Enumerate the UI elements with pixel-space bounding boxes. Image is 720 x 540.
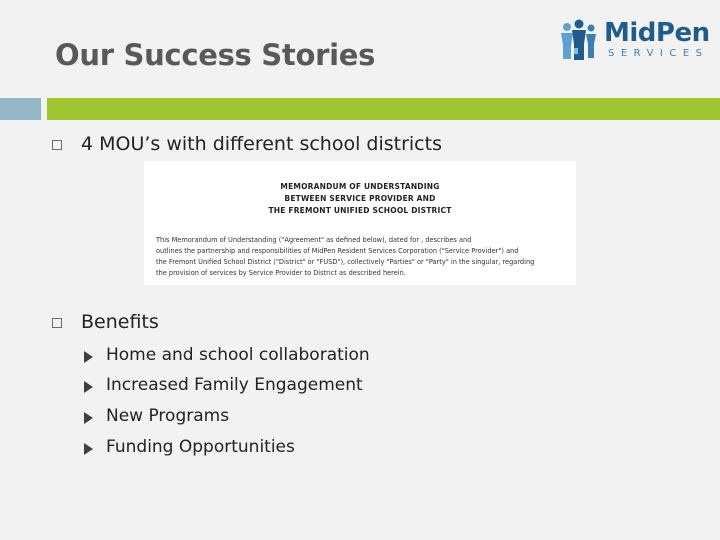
doc-body-line: outlines the partnership and responsibilities of MidPen Resident Services Corporation ("Service Provider") and (156, 247, 519, 255)
benefit-item: Increased Family Engagement (106, 375, 363, 395)
logo-subtitle: SERVICES (608, 48, 709, 59)
benefit-item: Home and school collaboration (106, 345, 370, 365)
header-accent-bar-blue (0, 98, 41, 120)
arrow-bullet-icon (84, 351, 93, 363)
doc-body-line: This Memorandum of Understanding ("Agreement" as defined below), dated for , describes and (156, 236, 472, 244)
bullet-benefits: Benefits (81, 311, 159, 333)
doc-heading-line: THE FREMONT UNIFIED SCHOOL DISTRICT (268, 206, 452, 215)
benefit-item: New Programs (106, 406, 230, 426)
header-accent-bar-green (47, 98, 720, 120)
square-bullet-icon (52, 140, 62, 150)
arrow-bullet-icon (84, 381, 93, 393)
doc-body-line: the Fremont Unified School District ("District" or "FUSD"), collectively "Parties" or "Party" in the singular, regarding (156, 258, 535, 266)
benefit-item: Funding Opportunities (106, 437, 295, 457)
doc-heading-line: BETWEEN SERVICE PROVIDER AND (284, 194, 436, 203)
arrow-bullet-icon (84, 412, 93, 424)
doc-body-line: the provision of services by Service Provider to District as described herein. (156, 269, 406, 277)
arrow-bullet-icon (84, 443, 93, 455)
square-bullet-icon (52, 318, 62, 328)
midpen-logo (558, 18, 708, 62)
mou-document-image (144, 161, 576, 285)
doc-heading-line: MEMORANDUM OF UNDERSTANDING (280, 182, 440, 191)
bullet-mou: 4 MOU’s with different school districts (81, 133, 442, 155)
family-figures-icon (558, 18, 600, 62)
logo-name: MidPen (604, 18, 710, 48)
page-title: Our Success Stories (55, 38, 376, 72)
